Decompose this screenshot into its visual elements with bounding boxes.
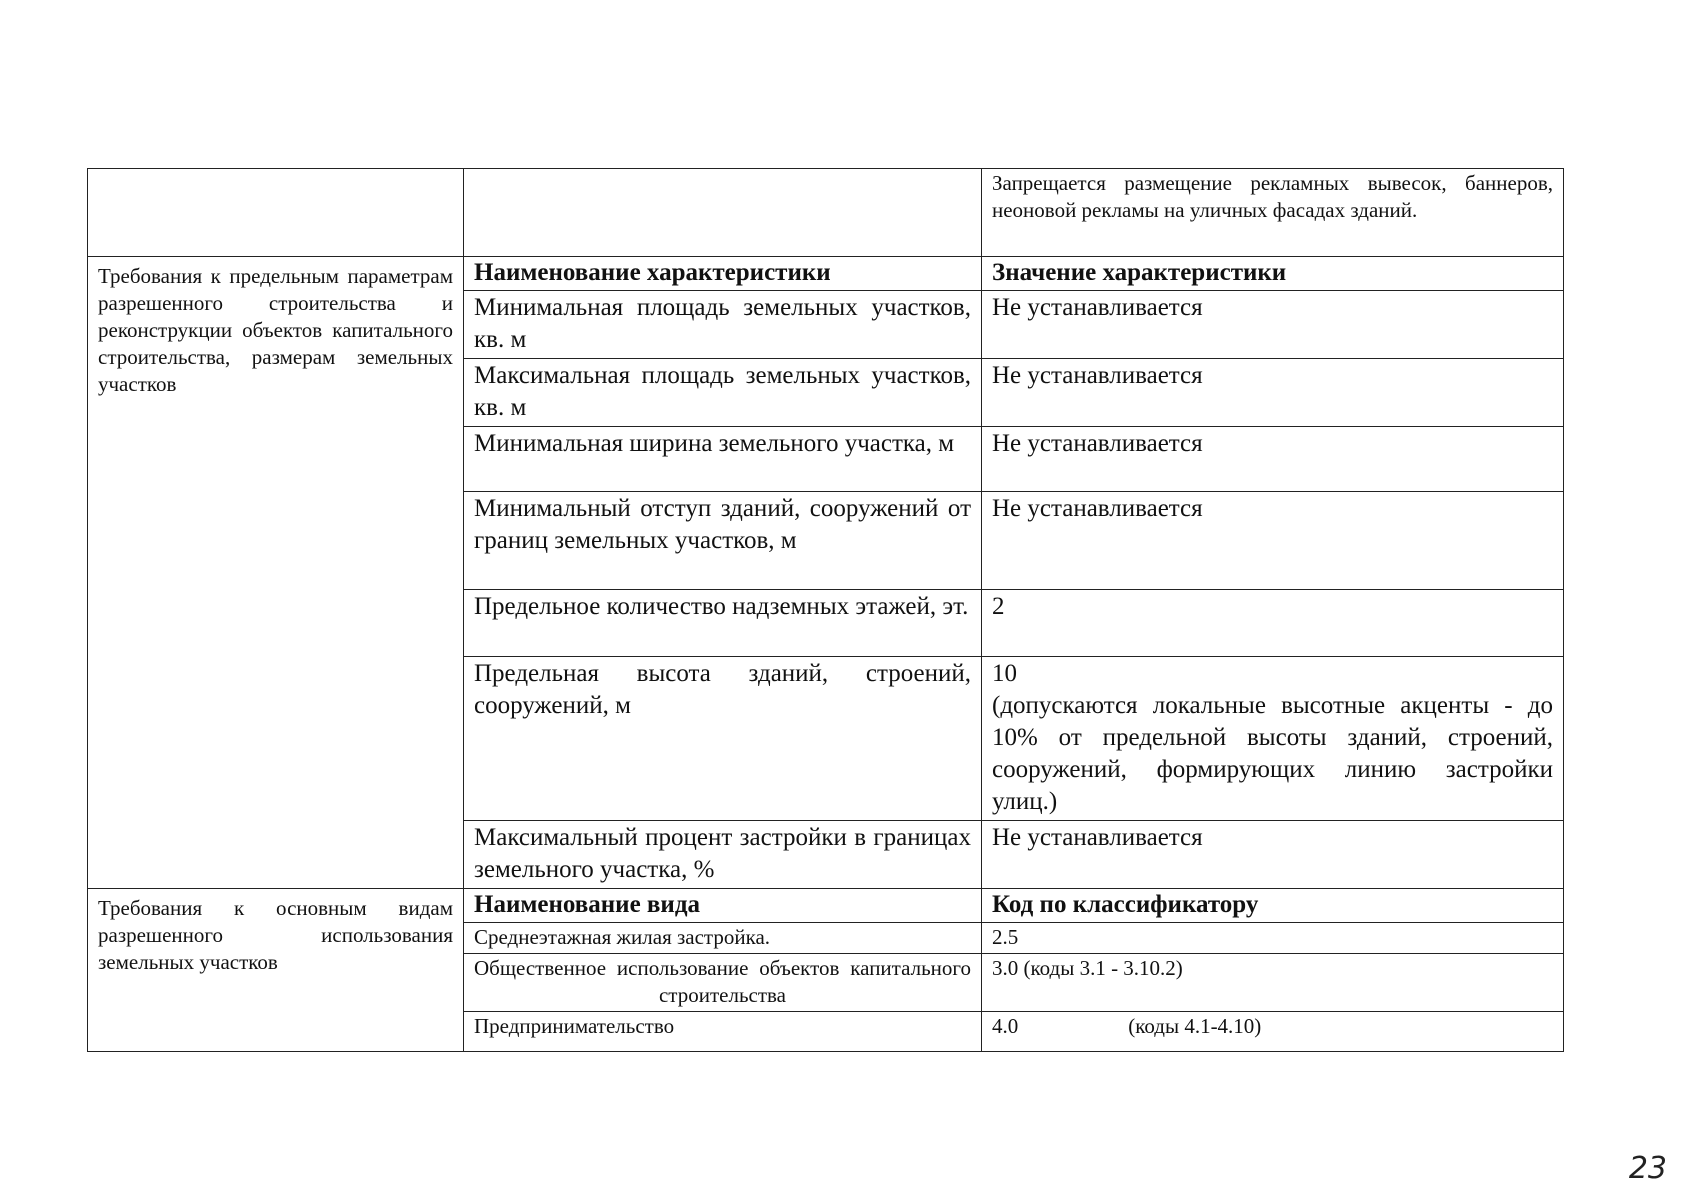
param-value-cell bbox=[982, 657, 1564, 821]
table-row bbox=[88, 257, 1564, 291]
param-name: Минимальная площадь земельных участков, кв. м bbox=[464, 291, 982, 359]
use-code: 3.0 (коды 3.1 - 3.10.2) bbox=[982, 954, 1564, 1012]
param-name: Минимальная ширина земельного участка, м bbox=[464, 427, 982, 492]
use-code bbox=[982, 1012, 1564, 1052]
table-row bbox=[88, 889, 1564, 923]
use-code: 2.5 bbox=[982, 923, 1564, 954]
param-name: Предельное количество надземных этажей, эт. bbox=[464, 590, 982, 657]
param-value: Не устанавливается bbox=[982, 427, 1564, 492]
param-value: Не устанавливается bbox=[982, 492, 1564, 590]
use-name: Общественное использование объектов капитального строительства bbox=[464, 954, 982, 1012]
param-name: Предельная высота зданий, строений, сооружений, м bbox=[464, 657, 982, 821]
params-header-name: Наименование характеристики bbox=[464, 257, 982, 291]
use-code-detail: (коды 4.1-4.10) bbox=[1128, 1014, 1262, 1038]
param-value: Не устанавливается bbox=[982, 359, 1564, 427]
param-name: Максимальная площадь земельных участков, кв. м bbox=[464, 359, 982, 427]
uses-header-name: Наименование вида bbox=[464, 889, 982, 923]
param-name: Максимальный процент застройки в границах земельного участка, % bbox=[464, 821, 982, 889]
param-value: 2 bbox=[982, 590, 1564, 657]
empty-cell bbox=[464, 169, 982, 257]
page-number: 23 bbox=[1628, 1151, 1667, 1186]
use-code-main: 4.0 bbox=[992, 1014, 1019, 1038]
param-value: Не устанавливается bbox=[982, 291, 1564, 359]
params-section-title: Требования к предельным параметрам разрешенного строительства и реконструкции объектов капитального строительства, размерам земельных участков bbox=[88, 257, 464, 889]
param-value-note: (допускаются локальные высотные акценты - до 10% от предельной высоты зданий, строений, сооружений, формирующих линию застройки улиц.) bbox=[992, 692, 1553, 815]
use-name: Среднеэтажная жилая застройка. bbox=[464, 923, 982, 954]
requirements-table bbox=[87, 168, 1564, 1052]
param-name: Минимальный отступ зданий, сооружений от границ земельных участков, м bbox=[464, 492, 982, 590]
param-value: Не устанавливается bbox=[982, 821, 1564, 889]
params-header-value: Значение характеристики bbox=[982, 257, 1564, 291]
uses-section-title: Требования к основным видам разрешенного использования земельных участков bbox=[88, 889, 464, 1052]
advertising-restriction-note: Запрещается размещение рекламных вывесок, баннеров, неоновой рекламы на уличных фасадах зданий. bbox=[982, 169, 1564, 257]
table-row bbox=[88, 169, 1564, 257]
uses-header-value: Код по классификатору bbox=[982, 889, 1564, 923]
empty-cell bbox=[88, 169, 464, 257]
use-name: Предпринимательство bbox=[464, 1012, 982, 1052]
param-value: 10 bbox=[992, 660, 1017, 687]
